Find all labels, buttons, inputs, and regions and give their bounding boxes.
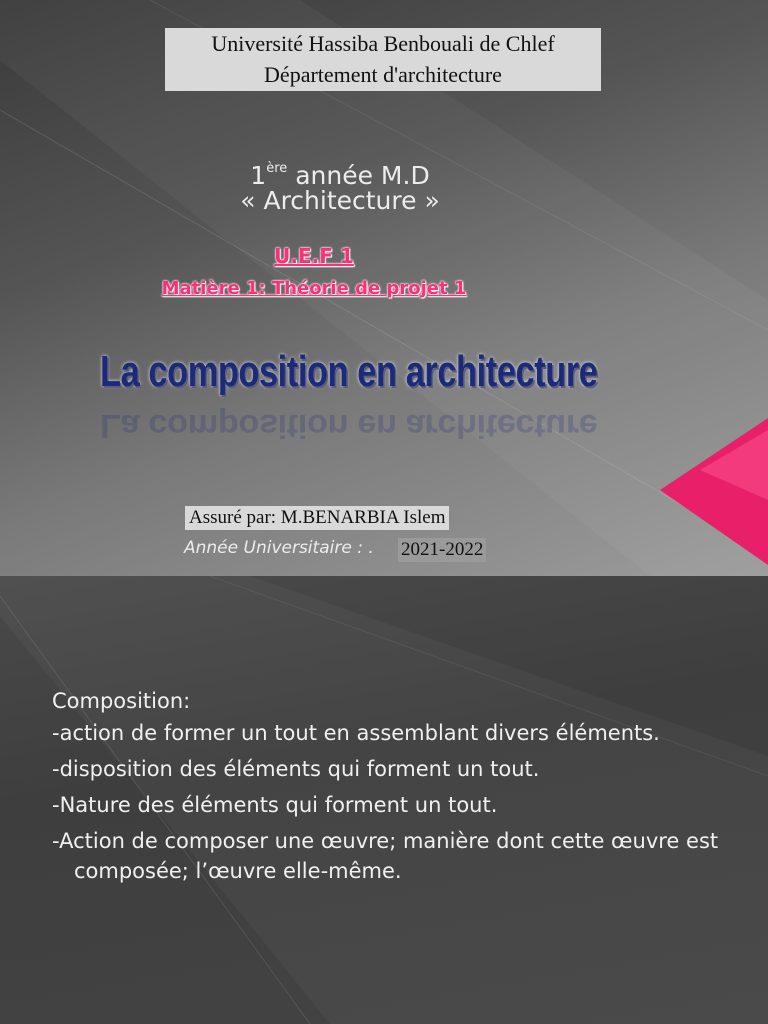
academic-year-value: 2021-2022 bbox=[398, 538, 486, 562]
academic-year-label: Année Universitaire : . bbox=[184, 538, 374, 558]
year-rest: année M.D bbox=[287, 161, 430, 190]
department-name: Département d'architecture bbox=[264, 62, 502, 87]
uef-label: U.E.F 1 bbox=[274, 244, 354, 268]
year-suffix: ère bbox=[266, 161, 288, 176]
program-name: « Architecture » bbox=[240, 186, 440, 215]
definition-line: -Action de composer une œuvre; manière dont cette œuvre est composée; l’œuvre elle-même. bbox=[52, 829, 719, 883]
presenter-credit: Assuré par: M.BENARBIA Islem bbox=[185, 506, 449, 530]
presentation-title: La composition en architecture bbox=[100, 347, 598, 396]
year-number: 1 bbox=[250, 161, 267, 190]
university-name: Université Hassiba Benbouali de Chlef bbox=[211, 31, 555, 56]
matiere-label: Matière 1: Théorie de projet 1 bbox=[161, 278, 467, 299]
definition-content bbox=[52, 686, 752, 892]
definition-line: -Nature des éléments qui forment un tout. bbox=[52, 793, 498, 817]
definition-slide bbox=[0, 576, 768, 1024]
definition-line: -action de former un tout en assemblant divers éléments. bbox=[52, 721, 660, 745]
university-header-box bbox=[165, 28, 601, 91]
definition-heading: Composition: bbox=[52, 689, 191, 713]
presentation-title-reflection: La composition en architecture bbox=[100, 407, 598, 445]
definition-line: -disposition des éléments qui forment un tout. bbox=[52, 757, 540, 781]
